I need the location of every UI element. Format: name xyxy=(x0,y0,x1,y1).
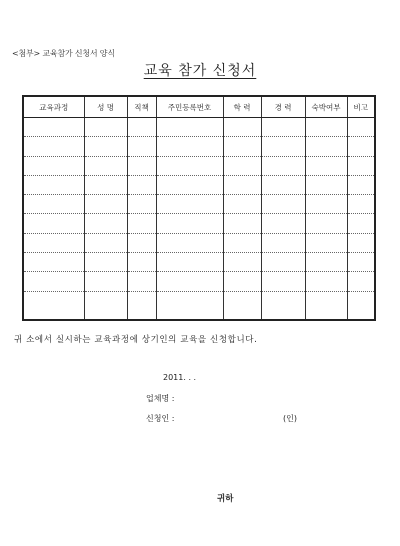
table-row xyxy=(23,156,375,175)
table-cell[interactable] xyxy=(261,252,305,271)
table-cell[interactable] xyxy=(305,291,347,320)
header-remarks: 비고 xyxy=(347,96,375,118)
table-cell[interactable] xyxy=(127,175,156,194)
header-career: 경 력 xyxy=(261,96,305,118)
table-cell[interactable] xyxy=(127,252,156,271)
table-cell[interactable] xyxy=(156,137,223,156)
form-title xyxy=(0,60,400,80)
table-cell[interactable] xyxy=(305,233,347,252)
table-cell[interactable] xyxy=(261,291,305,320)
table-cell[interactable] xyxy=(23,137,84,156)
table-cell[interactable] xyxy=(127,272,156,291)
table-cell[interactable] xyxy=(261,118,305,137)
table-cell[interactable] xyxy=(305,175,347,194)
table-cell[interactable] xyxy=(84,291,127,320)
application-table xyxy=(22,95,376,321)
table-cell[interactable] xyxy=(305,118,347,137)
applicant-label: 신청인 : xyxy=(146,414,175,423)
table-row xyxy=(23,214,375,233)
table-body xyxy=(23,118,375,321)
table-cell[interactable] xyxy=(84,175,127,194)
table-cell[interactable] xyxy=(305,252,347,271)
table-cell[interactable] xyxy=(261,175,305,194)
table-row xyxy=(23,175,375,194)
header-name: 성 명 xyxy=(84,96,127,118)
table-cell[interactable] xyxy=(156,156,223,175)
table-cell[interactable] xyxy=(156,195,223,214)
table-cell[interactable] xyxy=(84,252,127,271)
table-row xyxy=(23,137,375,156)
table-cell[interactable] xyxy=(23,291,84,320)
recipient-label: 귀하 xyxy=(217,494,234,504)
table-row xyxy=(23,118,375,137)
table-cell[interactable] xyxy=(156,233,223,252)
table-cell[interactable] xyxy=(305,195,347,214)
table-cell[interactable] xyxy=(223,137,261,156)
table-cell[interactable] xyxy=(223,175,261,194)
table-row xyxy=(23,272,375,291)
table-cell[interactable] xyxy=(347,137,375,156)
table-row xyxy=(23,233,375,252)
table-cell[interactable] xyxy=(347,195,375,214)
table-cell[interactable] xyxy=(223,252,261,271)
table-cell[interactable] xyxy=(156,118,223,137)
table-cell[interactable] xyxy=(305,137,347,156)
table-cell[interactable] xyxy=(84,214,127,233)
header-resident-number: 주민등록번호 xyxy=(156,96,223,118)
table-cell[interactable] xyxy=(347,291,375,320)
table-cell[interactable] xyxy=(23,195,84,214)
table-cell[interactable] xyxy=(127,214,156,233)
header-course: 교육과정 xyxy=(23,96,84,118)
table-cell[interactable] xyxy=(127,291,156,320)
table-row xyxy=(23,195,375,214)
table-cell[interactable] xyxy=(127,118,156,137)
table-cell[interactable] xyxy=(127,195,156,214)
header-education: 학 력 xyxy=(223,96,261,118)
table-cell[interactable] xyxy=(23,175,84,194)
table-cell[interactable] xyxy=(305,214,347,233)
table-cell[interactable] xyxy=(347,233,375,252)
table-cell[interactable] xyxy=(84,156,127,175)
table-cell[interactable] xyxy=(156,291,223,320)
table-row xyxy=(23,252,375,271)
table-cell[interactable] xyxy=(261,156,305,175)
table-cell[interactable] xyxy=(127,137,156,156)
table-cell[interactable] xyxy=(23,233,84,252)
table-cell[interactable] xyxy=(261,195,305,214)
table-cell[interactable] xyxy=(156,252,223,271)
table-row xyxy=(23,291,375,320)
table-cell[interactable] xyxy=(84,137,127,156)
table-cell[interactable] xyxy=(261,137,305,156)
table-cell[interactable] xyxy=(156,272,223,291)
table-cell[interactable] xyxy=(223,195,261,214)
table-cell[interactable] xyxy=(23,252,84,271)
table-cell[interactable] xyxy=(223,214,261,233)
header-position: 직책 xyxy=(127,96,156,118)
table-cell[interactable] xyxy=(84,272,127,291)
table-cell[interactable] xyxy=(84,233,127,252)
table-cell[interactable] xyxy=(305,156,347,175)
header-lodging: 숙박여부 xyxy=(305,96,347,118)
table-cell[interactable] xyxy=(347,252,375,271)
table-cell[interactable] xyxy=(84,195,127,214)
table-cell[interactable] xyxy=(127,156,156,175)
table-cell[interactable] xyxy=(305,272,347,291)
table-cell[interactable] xyxy=(347,156,375,175)
table-cell[interactable] xyxy=(261,233,305,252)
table-cell[interactable] xyxy=(347,214,375,233)
table-cell[interactable] xyxy=(347,272,375,291)
table-cell[interactable] xyxy=(223,272,261,291)
table-cell[interactable] xyxy=(23,156,84,175)
table-cell[interactable] xyxy=(23,118,84,137)
table-cell[interactable] xyxy=(156,175,223,194)
application-statement: 귀 소에서 실시하는 교육과정에 상기인의 교육을 신청합니다. xyxy=(14,335,258,345)
table-cell[interactable] xyxy=(223,118,261,137)
table-cell[interactable] xyxy=(223,233,261,252)
table-cell[interactable] xyxy=(127,233,156,252)
date-line: 2011. . . xyxy=(163,373,197,382)
table-cell[interactable] xyxy=(347,118,375,137)
seal-label: (인) xyxy=(283,414,297,423)
attachment-label: <첨부> 교육참가 신청서 양식 xyxy=(12,49,115,58)
table-cell[interactable] xyxy=(23,272,84,291)
table-cell[interactable] xyxy=(84,118,127,137)
table-cell[interactable] xyxy=(347,175,375,194)
table-cell[interactable] xyxy=(156,214,223,233)
table-cell[interactable] xyxy=(261,214,305,233)
table-cell[interactable] xyxy=(223,291,261,320)
table-cell[interactable] xyxy=(223,156,261,175)
company-label: 업체명 : xyxy=(146,394,175,403)
table-header-row xyxy=(23,96,375,118)
table-cell[interactable] xyxy=(261,272,305,291)
table-cell[interactable] xyxy=(23,214,84,233)
form-title-text: 교육 참가 신청서 xyxy=(143,63,257,79)
